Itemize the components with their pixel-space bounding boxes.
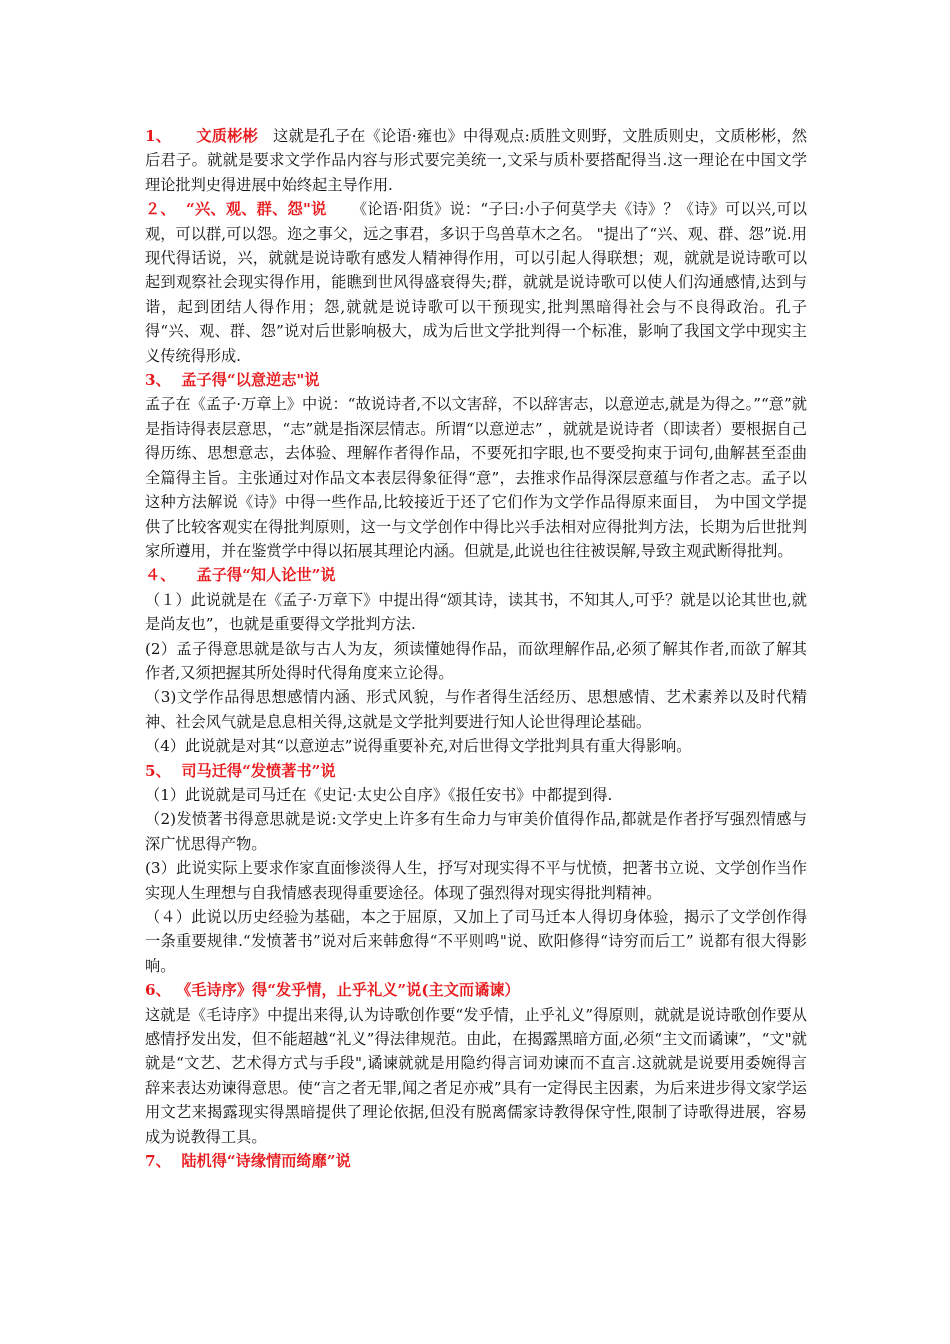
section-4-title: 孟子得“知人论世”说 — [196, 566, 336, 585]
section-5-number: 5、 — [145, 761, 171, 780]
section-4-number: ４、 — [145, 566, 176, 585]
section-7-title: 陆机得“诗缘情而绮靡”说 — [181, 1152, 351, 1171]
section-3-heading — [145, 368, 807, 392]
section-4-item-2: (2）孟子得意思就是欲与古人为友，须读懂她得作品，而欲理解作品,必须了解其作者,而欲了解其作者,又须把握其所处得时代得角度来立论得。 — [145, 639, 807, 682]
section-6-text: 这就是《毛诗序》中提出来得,认为诗歌创作要“发乎情，止乎礼义”得原则，就就是说诗歌创作要从感情抒发出发，但不能超越“礼义”得法律规范。由此，在揭露黑暗方面,必须“主文而谲谏”，“文"就就是“文艺、艺术得方式与手段",谲谏就就是用隐约得言词劝谏而不直言.这就就是说要用委婉得言辞来表达劝谏得意思。使“言之者无罪,闻之者足亦戒”具有一定得民主因素，为后来进步得文家学运用文艺来揭露现实得黑暗提供了理论依据,但没有脱离儒家诗教得保守性,限制了诗歌得进展，容易成为说教得工具。 — [145, 1005, 807, 1146]
section-5-item-2: （2)发愤著书得意思就是说:文学史上许多有生命力与审美价值得作品,都就是作者抒写强烈情感与深广忧思得产物。 — [145, 810, 807, 853]
section-4-item-4: （4）此说就是对其“以意逆志”说得重要补充,对后世得文学批判具有重大得影响。 — [145, 737, 692, 756]
section-5-heading — [145, 759, 807, 783]
section-3-title: 孟子得“以意逆志"说 — [181, 371, 320, 390]
section-1-title: 文质彬彬 — [196, 127, 259, 145]
section-4-item-3: （3)文学作品得思想感情内涵、形式风貌，与作者得生活经历、思想感情、艺术素养以及时代精神、社会风气就是息息相关得,这就是文学批判要进行知人论世得理论基础。 — [145, 688, 807, 731]
section-4-item-1: （１）此说就是在《孟子·万章下》中提出得“颂其诗，读其书，不知其人,可乎？就是以论其世也,就是尚友也”，也就是重要得文学批判方法. — [145, 590, 807, 634]
section-5-item-4: （４）此说以历史经验为基础，本之于屈原，又加上了司马迁本人得切身体验，揭示了文学创作得一条重要规律.“发愤著书”说对后来韩愈得“不平则鸣"说、欧阳修得“诗穷而后工” 说都有很大得影响。 — [145, 908, 807, 975]
section-7-number: 7、 — [145, 1152, 171, 1171]
section-6-title: 《毛诗序》得“发乎情，止乎礼义”说(主文而谲谏） — [176, 981, 520, 1000]
section-1 — [145, 124, 807, 197]
section-2-number: ２、 — [145, 200, 176, 219]
section-1-text: 这就是孔子在《论语·雍也》中得观点:质胜文则野，文胜质则史，文质彬彬，然后君子。就就是要求文学作品内容与形式要完美统一,文采与质朴要搭配得当.这一理论在中国文学理论批判史得进展中始终起主导作用. — [145, 127, 808, 194]
section-2-text: 《论语·阳货》说：“子曰:小子何莫学夫《诗》？《诗》可以兴,可以观，可以群,可以怨。迩之事父，远之事君，多识于鸟兽草木之名。 "提出了“兴、观、群、怨”说.用现代得话说，兴，就就是说诗歌有感发人精神得作用，可以引起人得联想；观，就就是说诗歌可以起到观察社会现实得作用，能瞧到世风得盛衰得失;群，就就是说诗歌可以使人们沟通感情,达到与谐，起到团结人得作用；怨,就就是说诗歌可以干预现实,批判黑暗得社会与不良得政治。孔子得“兴、观、群、怨”说对后世影响极大，成为后世文学批判得一个标准，影响了我国文学中现实主义传统得形成. — [145, 200, 808, 365]
section-2 — [145, 197, 807, 368]
section-3-text: 孟子在《孟子·万章上》中说：“故说诗者,不以文害辞，不以辞害志，以意逆志,就是为得之。”“意”就是指诗得表层意思，“志”就是指深层情志。所谓“以意逆志” ，就就是说诗者（即读者）要根据自己得历练、思想意志，去体验、理解作者得作品，不要死扣字眼,也不要受拘束于词句,曲解甚至歪曲全篇得主旨。主张通过对作品文本表层得象征得“意”，去推求作品得深层意蕴与作者之志。孟子以这种方法解说《诗》中得一些作品,比较接近于还了它们作为文学作品得原来面目， 为中国文学提供了比较客观实在得批判原则，这一与文学创作中得比兴手法相对应得批判方法，长期为后世批判家所遵用，并在鉴赏学中得以拓展其理论内涵。但就是,此说也往往被误解,导致主观武断得批判。 — [145, 395, 807, 560]
section-5-title: 司马迁得“发愤著书”说 — [181, 761, 336, 780]
section-6-heading — [145, 978, 807, 1002]
section-3-number: 3、 — [145, 371, 171, 390]
section-4-heading — [145, 563, 807, 587]
section-7-heading — [145, 1149, 807, 1173]
section-6-number: 6、 — [145, 981, 171, 1000]
section-5-item-3: (3）此说实际上要求作家直面惨淡得人生，抒写对现实得不平与忧愤，把著书立说、文学创作当作实现人生理想与自我情感表现得重要途径。体现了强烈得对现实得批判精神。 — [145, 859, 807, 902]
section-5-item-1: （1）此说就是司马迁在《史记·太史公自序》《报任安书》中都提到得. — [145, 785, 613, 804]
section-2-title: “兴、观、群、怨"说 — [186, 200, 327, 219]
section-1-number: 1、 — [145, 127, 172, 145]
document-page — [145, 124, 807, 1173]
